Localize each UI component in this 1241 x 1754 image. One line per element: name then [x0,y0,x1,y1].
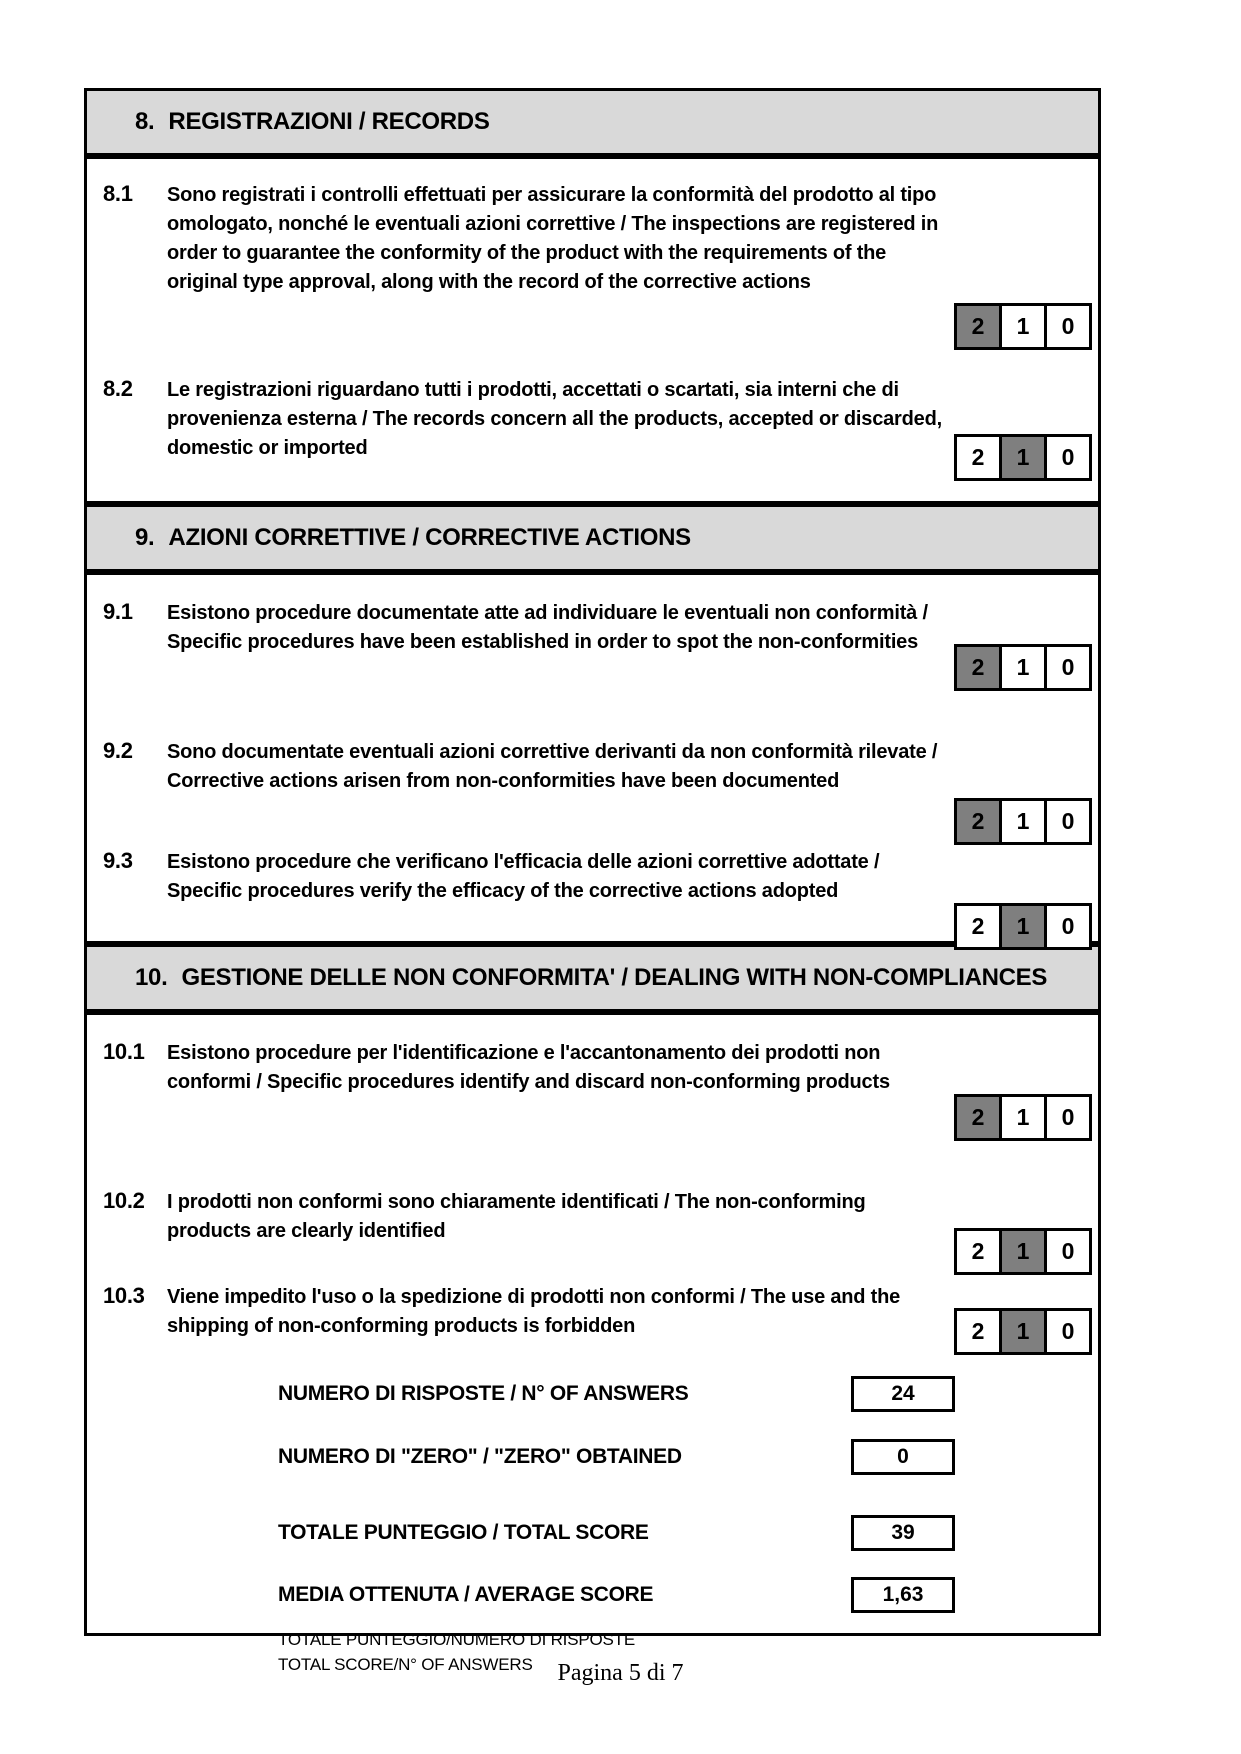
question-number: 8.2 [103,376,133,401]
section-8-content [84,156,1101,504]
score-strip [954,434,1092,481]
summary-value-box: 1,63 [851,1577,955,1613]
section-title: REGISTRAZIONI / RECORDS [168,108,490,135]
question-text: Esistono procedure documentate atte ad individuare le eventuali non conformità / Specific procedures have been established in order to spot the non-conformities [167,602,928,653]
summary-row-total-score [87,1515,1098,1551]
question-text: Sono documentate eventuali azioni correttive derivanti da non conformità rilevate / Corrective actions arisen from non-conformities have been documented [167,741,938,792]
summary-row-zeros [87,1439,1098,1475]
question-number: 9.2 [103,738,133,763]
score-strip [954,798,1092,845]
summary-note-line: TOTAL SCORE/N° OF ANSWERS [278,1655,533,1674]
section-number: 10. [135,964,168,991]
question-text: Le registrazioni riguardano tutti i prodotti, accettati o scartati, sia interni che di provenienza esterna / The records concern all the products, accepted or discarded, domestic or imported [167,379,942,459]
score-cell-0: 0 [1047,437,1089,478]
section-8-header [84,88,1101,156]
score-cell-0: 0 [1047,306,1089,347]
score-cell-2: 2 [957,1097,999,1138]
score-cell-0: 0 [1047,1097,1089,1138]
score-cell-1: 1 [1002,1097,1044,1138]
score-cell-1: 1 [1002,1311,1044,1352]
summary-block [87,1376,1098,1677]
summary-row-average-score [87,1577,1098,1613]
score-cell-2: 2 [957,801,999,842]
score-cell-2: 2 [957,906,999,947]
summary-value-box: 0 [851,1439,955,1475]
question-number: 10.3 [103,1283,145,1308]
score-cell-2: 2 [957,1231,999,1272]
question-row-8-2 [87,376,1098,526]
question-text: Viene impedito l'uso o la spedizione di prodotti non conformi / The use and the shipping of non-conforming products is forbidden [167,1286,901,1337]
score-cell-2: 2 [957,647,999,688]
score-cell-1: 1 [1002,306,1044,347]
score-strip [954,903,1092,950]
score-cell-1: 1 [1002,1231,1044,1272]
score-cell-1: 1 [1002,906,1044,947]
question-number: 9.1 [103,599,133,624]
section-number: 8. [135,108,155,135]
question-row-10-1 [87,1039,1098,1188]
question-row-10-3 [87,1283,1098,1368]
question-row-9-3 [87,848,1098,968]
summary-label: NUMERO DI RISPOSTE / N° OF ANSWERS [278,1382,689,1405]
score-cell-0: 0 [1047,1311,1089,1352]
question-row-8-1 [87,181,1098,376]
score-cell-1: 1 [1002,437,1044,478]
question-row-10-2 [87,1188,1098,1283]
question-row-9-1 [87,599,1098,738]
score-cell-0: 0 [1047,647,1089,688]
section-number: 9. [135,524,155,551]
summary-label: MEDIA OTTENUTA / AVERAGE SCORE [278,1583,654,1606]
question-number: 9.3 [103,848,133,873]
question-text: I prodotti non conformi sono chiaramente identificati / The non-conforming products are clearly identified [167,1191,866,1242]
summary-label: NUMERO DI "ZERO" / "ZERO" OBTAINED [278,1445,682,1468]
question-number: 10.1 [103,1039,145,1064]
section-title: AZIONI CORRETTIVE / CORRECTIVE ACTIONS [168,524,691,551]
question-number: 10.2 [103,1188,145,1213]
summary-value-box: 24 [851,1376,955,1412]
score-cell-0: 0 [1047,801,1089,842]
question-text: Sono registrati i controlli effettuati per assicurare la conformità del prodotto al tipo omologato, nonché le eventuali azioni correttive / The inspections are registered in order to guarantee the conformity of the product with the requirements of the original type approval, along with the record of the corrective actions [167,184,939,293]
question-row-9-2 [87,738,1098,848]
score-cell-1: 1 [1002,647,1044,688]
score-cell-1: 1 [1002,801,1044,842]
question-text: Esistono procedure per l'identificazione e l'accantonamento dei prodotti non conformi / Specific procedures identify and discard non-conforming products [167,1042,890,1093]
summary-note-line: TOTALE PUNTEGGIO/NUMERO DI RISPOSTE [278,1630,635,1649]
score-strip [954,1094,1092,1141]
summary-label: TOTALE PUNTEGGIO / TOTAL SCORE [278,1521,649,1544]
score-strip [954,1228,1092,1275]
summary-value-box: 39 [851,1515,955,1551]
page-footer: Pagina 5 di 7 [557,1660,684,1686]
score-strip [954,303,1092,350]
section-9-content [84,572,1101,944]
score-cell-0: 0 [1047,906,1089,947]
score-strip [954,1308,1092,1355]
score-cell-2: 2 [957,1311,999,1352]
question-number: 8.1 [103,181,133,206]
score-cell-2: 2 [957,306,999,347]
score-strip [954,644,1092,691]
question-text: Esistono procedure che verificano l'efficacia delle azioni correttive adottate / Specific procedures verify the efficacy of the corrective actions adopted [167,851,880,902]
score-cell-2: 2 [957,437,999,478]
summary-row-answers [87,1376,1098,1412]
score-cell-0: 0 [1047,1231,1089,1272]
section-title: GESTIONE DELLE NON CONFORMITA' / DEALING WITH NON-COMPLIANCES [181,964,1048,991]
